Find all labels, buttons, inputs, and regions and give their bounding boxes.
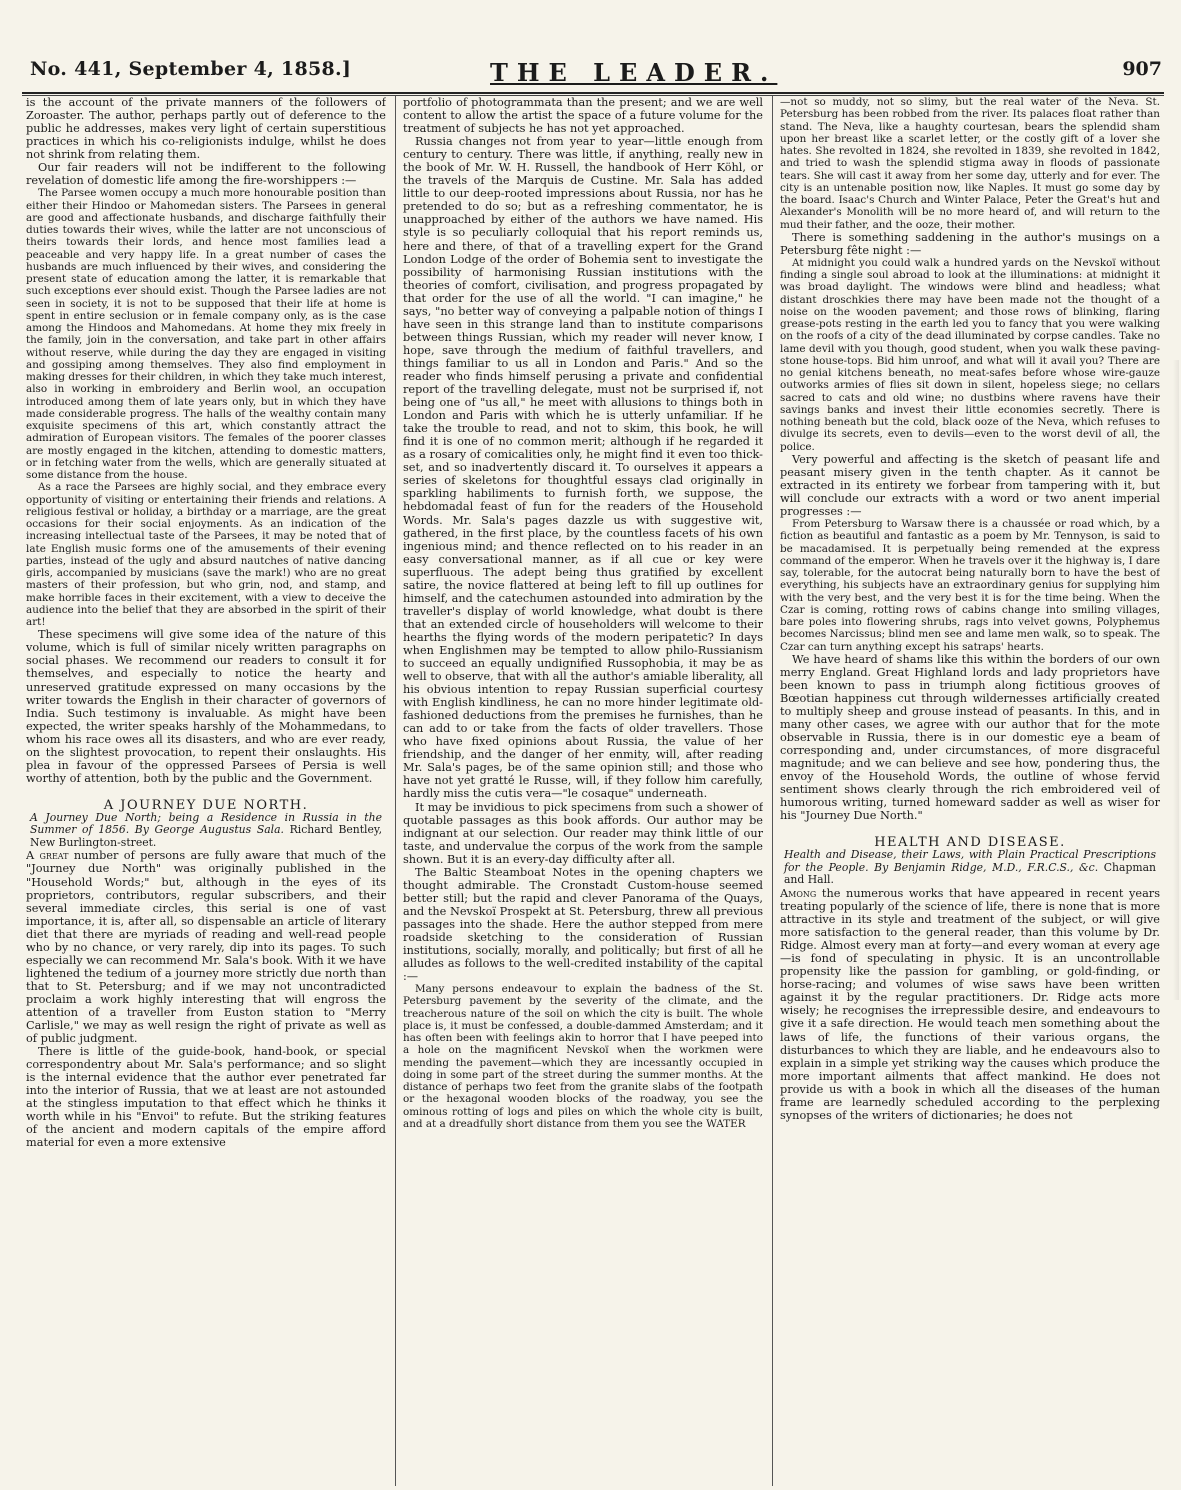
extract-paragraph: —not so muddy, not so slimy, but the real water of the Neva. St. Petersburg has been robbed from the river. Its palaces float rather than stand. The Neva, like a haughty courtesan, bears the splendid sham upon her breast like a scarlet letter, or the costly gift of a lover she hates. She revolted in 1824, she revolted in 1839, she revolted in 1842, and tried to wash the splendid stigma away in floods of passionate tears. She will cast it away from her some day, utterly and for ever. The city is an untenable position now, like Naples. It must go some day by the board. Isaac's Church and Winter Palace, Peter the Great's hut and Alexander's Monolith will be no more heard of, and will return to the mud their father, and the ooze, their mother. (780, 96, 1160, 231)
citation-text: A Journey Due North; being a Residence in Russia in the Summer of 1856. By George Augustus Sala. (30, 810, 382, 837)
paragraph: portfolio of photogrammata than the present; and we are well content to allow the artist the space of a future volume for the treatment of subjects he has not yet approached. (403, 96, 763, 136)
paragraph: There is little of the guide-book, hand-book, or special correspondentry about Mr. Sala's performance; and so slight is the internal evidence that the author ever penetrated far into the interior of Russia, that we at least are not astounded at the stingless imputation to that effect which he thinks it worth while in his "Envoi" to refute. But the striking features of the ancient and modern capitals of the empire afford material for even a more extensive (26, 1045, 386, 1150)
citation-publisher: Richard Bentley, New Burlington-street. (30, 823, 382, 849)
extract-paragraph: As a race the Parsees are highly social, and they embrace every opportunity of visiting or entertaining their friends and relations. A religious festival or holiday, a birthday or a marriage, are the great occasions for their social enjoyments. As an indication of the increasing intellectual taste of the Parsees, it may be noted that of late English music forms one of the amusements of their evening parties, instead of the ugly and absurd nautches of native dancing girls, accompanied by musicians (save the mark!) who are no great masters of their profession, but who grin, nod, and stamp, and make horrible faces in their excitement, with a view to deceive the audience into the belief that they are absorbed in the spirit of their art! (26, 481, 386, 629)
column-divider (772, 96, 773, 1486)
column-divider (395, 96, 396, 1486)
page-number: 907 (1122, 58, 1162, 80)
section-title: A JOURNEY DUE NORTH. (103, 797, 309, 813)
extract-paragraph: Many persons endeavour to explain the badness of the St. Petersburg pavement by the severity of the climate, and the treacherous nature of the soil on which the city is built. The whole place is, it must be confessed, a double-dammed Amsterdam; and it has often been with feelings akin to horror that I have peeped into a hole on the magnificent Nevskoï when the workmen were mending the pavement—which they are incessantly occupied in doing in some part of the street during the summer months. At the distance of perhaps two feet from the granite slabs of the footpath or the hexagonal wooden blocks of the roadway, you see the ominous rotting of logs and piles on which the whole city is built, and at a dreadfully short distance from them you see the WATER (403, 983, 763, 1130)
citation-text: Health and Disease, their Laws, with Plain Practical Prescriptions for the People. By Benjamin Ridge, M.D., F.R.C.S., &c. (784, 848, 1156, 874)
paragraph: Russia changes not from year to year—little enough from century to century. There was little, if anything, really new in the book of Mr. W. H. Russell, the handbook of Herr Köhl, or the travels of the Marquis de Custine. Mr. Sala has added little to our deep-rooted impressions about Russia, nor has he pretended to do so; but as a refreshing commentator, he is unapproached by either of the authors we have named. His style is so peculiarly colloquial that his report reminds us, here and there, of that of a travelling expert for the Grand London Lodge of the order of Bohemia sent to investigate the possibility of harmonising Russian institutions with the theories of comfort, civilisation, and progress propagated by that order for the use of all the world. "I can imagine," he says, "no better way of conveying a palpable notion of things I have seen in this strange land than to institute comparisons between things Russian, which my reader will never know, I hope, save through the medium of faithful travellers, and things familiar to us all in London and Paris." And so the reader who finds himself perusing a private and confidential report of the travelling delegate, must not be surprised if, not being one of "us all," he meet with allusions to things both in London and Paris with which he is utterly unfamiliar. If he take the trouble to read, and not to skim, this book, he will find it is one of no common merit; although if he regarded it as a rosary of comicalities only, he might find it even too thick-set, and so inadvertently discard it. To ourselves it appears a series of skeletons for thoughtful essays clad originally in sparkling habiliments to furnish forth, we suppose, the hebdomadal feast of fun for the readers of the Household Words. Mr. Sala's pages dazzle us with suggestive wit, gathered, in the first place, by the countless facets of his own ingenious mind; and thence reflected on to his reader in an easy conversational manner, as if all cue or key were superfluous. The adept being thus gratified by excellent satire, the novice flattered at being left to fill up outlines for himself, and the catechumen astounded into admiration by the traveller's display of world knowledge, what doubt is there that an extended circle of householders will welcome to their hearths the flying words of the modern peripatetic? In days when Englishmen may be tempted to allow philo-Russianism to succeed an equally undignified Russophobia, it may be as well to observe, that with all the author's amiable liberality, all his obvious intention to repay Russian superficial courtesy with English kindliness, he can no more hinder legitimate old-fashioned deductions from the premises he furnishes, than he can add to or take from the facts of older travellers. Those who have fixed opinions about Russia, the value of her friendship, and the danger of her enmity, will, after reading Mr. Sala's pages, be of the same opinion still; and those who have not yet gratté le Russe, will, if they follow him carefully, hardly miss the cutis vera—"le cosaque" underneath. (403, 135, 763, 801)
page-edge-shadow (1173, 360, 1179, 1000)
paragraph: Our fair readers will not be indifferent to the following revelation of domestic life among the fire-worshippers :— (26, 161, 386, 188)
newspaper-title: THE LEADER. (490, 58, 778, 87)
paragraph (26, 849, 386, 1045)
column-3 (780, 96, 1160, 1486)
paragraph: These specimens will give some idea of the nature of this volume, which is full of similar nicely written paragraphs on social phases. We recommend our readers to consult it for themselves, and especially to notice the hearty and unreserved gratitude expressed on many occasions by the writer towards the English in their character of governors of India. Such testimony is invaluable. As might have been expected, the writer speaks harshly of the Mohammedans, to whom his race owes all its disasters, and who are ever ready, on the slightest provocation, to repent their onslaughts. His plea in favour of the oppressed Parsees of Persia is well worthy of attention, both by the public and the Government. (26, 628, 386, 785)
lead-word: Among (780, 886, 817, 900)
section-title: HEALTH AND DISEASE. (874, 835, 1066, 851)
header-rule (22, 92, 1164, 94)
paragraph: It may be invidious to pick specimens from such a shower of quotable passages as this book affords. Our author may be indignant at our selection. Our reader may think little of our taste, and undervalue the corpus of the work from the sample shown. But it is an every-day difficulty after all. (403, 800, 763, 866)
citation-publisher: Chapman and Hall. (784, 860, 1156, 887)
book-citation (26, 812, 386, 850)
masthead (22, 58, 1162, 92)
paragraph: The Baltic Steamboat Notes in the opening chapters we thought admirable. The Cronstadt Custom-house seemed better still; but the rapid and clever Panorama of the Quays, and the Nevskoï Prospekt at St. Petersburg, threw all previous passages into the shade. Here the author stepped from mere roadside sketching to the consideration of Russian institutions, socially, morally, and politically; but first of all he alludes as follows to the well-credited instability of the capital :— (403, 865, 763, 984)
paragraph (780, 887, 1160, 1122)
paragraph-body: the numerous works that have appeared in recent years treating popularly of the science of life, there is none that is more attractive in its style and treatment of the subject, or will give more satisfaction to the general reader, than this volume by Dr. Ridge. Almost every man at forty—and every woman at every age—is fond of speculating in physic. It is an uncontrollable propensity like the passion for gambling, or gold-finding, or horse-racing; and volumes of wise saws have been written against it by the regular practitioners. Dr. Ridge acts more wisely; he recognises the irrepressible desire, and endeavours to give it a safe direction. He would teach men something about the laws of life, the functions of their various organs, the disturbances to which they are liable, and he endeavours also to explain in a simple yet striking way the causes which produce the more important ailments that affect mankind. He does not provide us with a book in which all the diseases of the human frame are learnedly scheduled according to the perplexing synopses of the writers of dictionaries; he does not (780, 886, 1160, 1122)
extract-paragraph: The Parsee women occupy a much more honourable position than either their Hindoo or Mahomedan sisters. The Parsees in general are good and affectionate husbands, and discharge faithfully their duties towards their wives, while the latter are not unconscious of theirs towards their lords, and hence most families lead a peaceable and very happy life. In a great number of cases the husbands are much influenced by their wives, and considering the present state of education among the latter, it is remarkable that such exceptions ever should exist. Though the Parsee ladies are not seen in society, it is not to be supposed that their life at home is spent in entire seclusion or in female company only, as is the case among the Hindoos and Mahomedans. At home they mix freely in the family, join in the conversation, and take part in other affairs without reserve, while during the day they are engaged in visiting and gossiping among themselves. They also find employment in making dresses for their children, in which they take much interest, also in working in embroidery and Berlin wool, an occupation introduced among them of late years only, but in which they have made considerable progress. The halls of the wealthy contain many exquisite specimens of this art, which constantly attract the admiration of European visitors. The females of the poorer classes are mostly engaged in the kitchen, attending to domestic matters, or in fetching water from the wells, which are generally situated at some distance from the house. (26, 187, 386, 482)
paragraph: We have heard of shams like this within the borders of our own merry England. Great Highland lords and lady proprietors have been known to pass in triumph along fictitious grooves of Bœotian happiness cut through wildernesses artificially created to multiply sheep and grouse instead of peasants. In this, and in many other cases, we agree with our author that for the mote observable in Russia, there is in our domestic eye a beam of corresponding and, under circumstances, of more disgraceful magnitude; and we can believe and see how, pondering thus, the envoy of the Household Words, the outline of whose fervid sentiment shows clearly through the rich embroidered veil of humorous writing, turned homeward sadder as well as wiser for his "Journey Due North." (780, 652, 1160, 823)
paragraph: is the account of the private manners of the followers of Zoroaster. The author, perhaps partly out of deference to the public he addresses, makes very light of certain superstitious practices in which his co-religionists indulge, whilst he does not shrink from relating them. (26, 96, 386, 162)
column-1 (26, 96, 386, 1486)
paragraph: There is something saddening in the author's musings on a Petersburg fête night :— (780, 230, 1160, 257)
book-citation (780, 849, 1160, 887)
extract-paragraph: At midnight you could walk a hundred yards on the Nevskoï without finding a single soul abroad to look at the illuminations: at midnight it was broad daylight. The windows were blind and headless; what distant droschkies there may have been made not the thought of a noise on the wooden pavement; and those rows of blinking, flaring grease-pots resting in the earth led you to fancy that you were walking on the roofs of a city of the dead illuminated by corpse candles. Take no lame devil with you though, good student, when you walk these paving-stone house-tops. Bid him unroof, and what will it avail you? There are no genial kitchens beneath, no meat-safes before whose wire-gauze outworks armies of flies sit down in silent, hopeless siege; no cellars sacred to cats and old wine; no dustbins where ravens have their savings banks and invest their little economies secretly. There is nothing beneath but the cold, black ooze of the Neva, which refuses to divulge its secrets, even to devils—even to the worst devil of all, the police. (780, 256, 1160, 453)
extract-paragraph: From Petersburg to Warsaw there is a chaussée or road which, by a fiction as beautiful and fantastic as a poem by Mr. Tennyson, is said to be macadamised. It is perpetually being remended at the express command of the emperor. When he travels over it the highway is, I dare say, tolerable, for the autocrat being naturally born to have the best of everything, his subjects have an extraordinary genius for supplying him with the very best, and the very best it is for the time being. When the Czar is coming, rotting rows of cabins change into smiling villages, bare poles into flowering shrubs, rags into velvet gowns, Polyphemus becomes Narcissus; blind men see and lame men walk, so to speak. The Czar can turn anything except his satraps' hearts. (780, 518, 1160, 653)
lead-word: A great (26, 849, 69, 863)
issue-date: No. 441, September 4, 1858.] (30, 58, 352, 80)
paragraph: Very powerful and affecting is the sketch of peasant life and peasant misery given in the tenth chapter. As it cannot be extracted in its entirety we forbear from tampering with it, but will conclude our extracts with a word or two anent imperial progresses :— (780, 452, 1160, 519)
paragraph-body: number of persons are fully aware that much of the "Journey due North" was originally published in the "Household Words;" but, although in the eyes of its proprietors, contributors, regular subscribers, and their several immediate circles, this serial is one of vast importance, it is, after all, so dispensable an article of literary diet that there are myriads of reading and well-read people who by no chance, or very rarely, dip into its pages. To such especially we can recommend Mr. Sala's book. With it we have lightened the tedium of a journey more strictly due north than that to St. Petersburg; and if we may not uncontradicted proclaim a work highly interesting that will engross the attention of a traveller from Euston station to "Merry Carlisle," we may as well resign the right of private as well as of public judgment. (26, 849, 386, 1046)
column-2 (403, 96, 763, 1486)
